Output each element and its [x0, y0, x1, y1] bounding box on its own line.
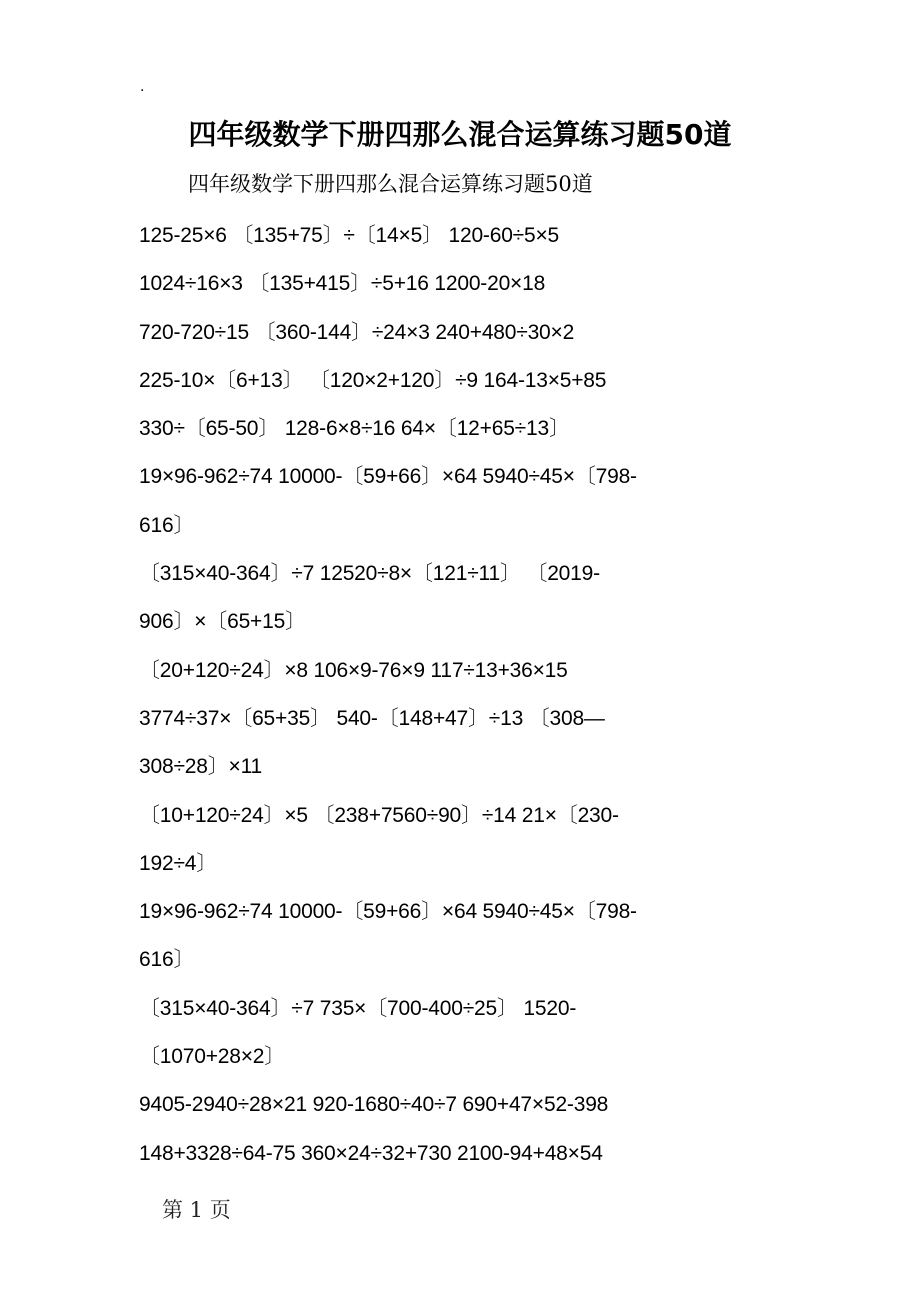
page-marker: . [140, 79, 145, 95]
exercise-line: 720-720÷15 〔360-144〕÷24×3 240+480÷30×2 [139, 320, 575, 344]
exercise-line: 192÷4〕 [139, 851, 218, 875]
exercise-line: 148+3328÷64-75 360×24÷32+730 2100-94+48×54 [139, 1141, 603, 1165]
exercise-line: 308÷28〕×11 [139, 755, 262, 779]
exercise-line: 906〕×〔65+15〕 [139, 610, 306, 634]
exercise-line: 〔315×40-364〕÷7 735×〔700-400÷25〕 1520- [139, 996, 577, 1020]
exercise-line: 225-10×〔6+13〕 〔120×2+120〕÷9 164-13×5+85 [139, 368, 607, 392]
exercise-line: 616〕 [139, 948, 195, 972]
exercise-line: 〔10+120÷24〕×5 〔238+7560÷90〕÷14 21×〔230- [139, 803, 619, 827]
exercise-line: 19×96-962÷74 10000-〔59+66〕×64 5940÷45×〔798- [139, 900, 637, 924]
document-title: 四年级数学下册四那么混合运算练习题50道 [188, 118, 732, 151]
exercise-line: 3774÷37×〔65+35〕 540-〔148+47〕÷13 〔308— [139, 706, 605, 730]
exercise-line: 330÷〔65-50〕 128-6×8÷16 64×〔12+65÷13〕 [139, 417, 570, 441]
exercise-list [139, 216, 819, 1182]
exercise-line: 〔315×40-364〕÷7 12520÷8×〔121÷11〕 〔2019- [139, 562, 600, 586]
exercise-line: 1024÷16×3 〔135+415〕÷5+16 1200-20×18 [139, 272, 546, 296]
page-number: 第 1 页 [162, 1198, 231, 1222]
document-subtitle: 四年级数学下册四那么混合运算练习题50道 [188, 172, 593, 196]
exercise-line: 616〕 [139, 513, 195, 537]
exercise-line: 19×96-962÷74 10000-〔59+66〕×64 5940÷45×〔798- [139, 465, 637, 489]
exercise-line: 9405-2940÷28×21 920-1680÷40÷7 690+47×52-398 [139, 1093, 609, 1117]
exercise-line: 〔20+120÷24〕×8 106×9-76×9 117÷13+36×15 [139, 658, 568, 682]
exercise-line: 125-25×6 〔135+75〕÷〔14×5〕 120-60÷5×5 [139, 224, 560, 247]
exercise-line: 〔1070+28×2〕 [139, 1045, 286, 1069]
